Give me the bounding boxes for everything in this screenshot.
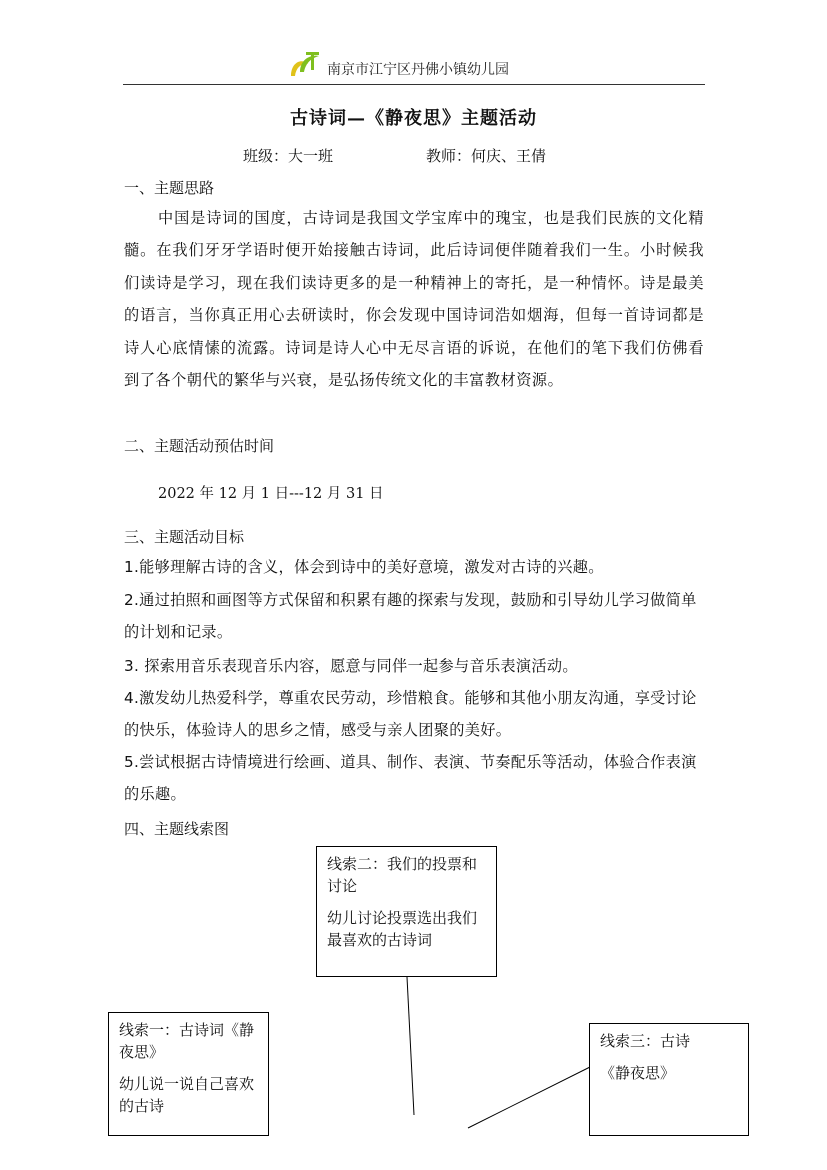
class-label: 班级：大一班 — [243, 147, 334, 165]
section-heading-idea: 一、主题思路 — [124, 179, 215, 197]
section-body-idea: 中国是诗词的国度，古诗词是我国文学宝库中的瑰宝，也是我们民族的文化精髓。在我们牙牙学语时便开始接触古诗词，此后诗词便伴随着我们一生。小时候我们读诗是学习，现在我们读诗更多的是一种精神上的寄托，是一种情怀。诗是最美的语言，当你真正用心去研读时，你会发现中国诗词浩如烟海，但每一首诗词都是诗人心底情愫的流露。诗词是诗人心中无尽言语的诉说，在他们的笔下我们仿佛看到了各个朝代的繁华与兴衰，是弘扬传统文化的丰富教材资源。 — [124, 209, 704, 390]
connector-line — [468, 1067, 590, 1128]
clue-box-heading: 线索一：古诗词《静夜思》 — [119, 1021, 255, 1061]
clue-box-2 — [316, 846, 497, 977]
document-title: 古诗词—《静夜思》主题活动 — [290, 108, 537, 129]
clue-box-body: 幼儿讨论投票选出我们最喜欢的古诗词 — [327, 909, 478, 949]
goal-item: 4.激发幼儿热爱科学，尊重农民劳动，珍惜粮食。能够和其他小朋友沟通，享受讨论的快乐，体验诗人的思乡之情，感受与亲人团聚的美好。 — [124, 689, 697, 739]
goal-item: 2.通过拍照和画图等方式保留和积累有趣的探索与发现，鼓励和引导幼儿学习做简单的计划和记录。 — [124, 591, 697, 641]
connector-line — [407, 977, 414, 1115]
section-heading-time: 二、主题活动预估时间 — [124, 437, 275, 455]
clue-box-body: 《静夜思》 — [600, 1064, 676, 1082]
goal-item: 5.尝试根据古诗情境进行绘画、道具、制作、表演、节奏配乐等活动，体验合作表演的乐趣。 — [124, 753, 697, 803]
clue-box-heading: 线索二：我们的投票和讨论 — [327, 855, 478, 895]
clue-box-3 — [589, 1023, 749, 1136]
goal-item: 1.能够理解古诗的含义，体会到诗中的美好意境，激发对古诗的兴趣。 — [124, 558, 604, 576]
section-heading-goals: 三、主题活动目标 — [124, 528, 245, 546]
school-name: 南京市江宁区丹佛小镇幼儿园 — [327, 62, 509, 78]
section-heading-clue-map: 四、主题线索图 — [124, 820, 230, 838]
clue-box-1 — [108, 1012, 269, 1136]
clue-box-body: 幼儿说一说自己喜欢的古诗 — [119, 1075, 255, 1115]
clue-box-heading: 线索三：古诗 — [600, 1032, 691, 1050]
teacher-label: 教师：何庆、王倩 — [426, 147, 547, 165]
activity-dates: 2022 年 12 月 1 日---12 月 31 日 — [158, 486, 384, 502]
goal-item: 3. 探索用音乐表现音乐内容，愿意与同伴一起参与音乐表演活动。 — [124, 657, 578, 675]
